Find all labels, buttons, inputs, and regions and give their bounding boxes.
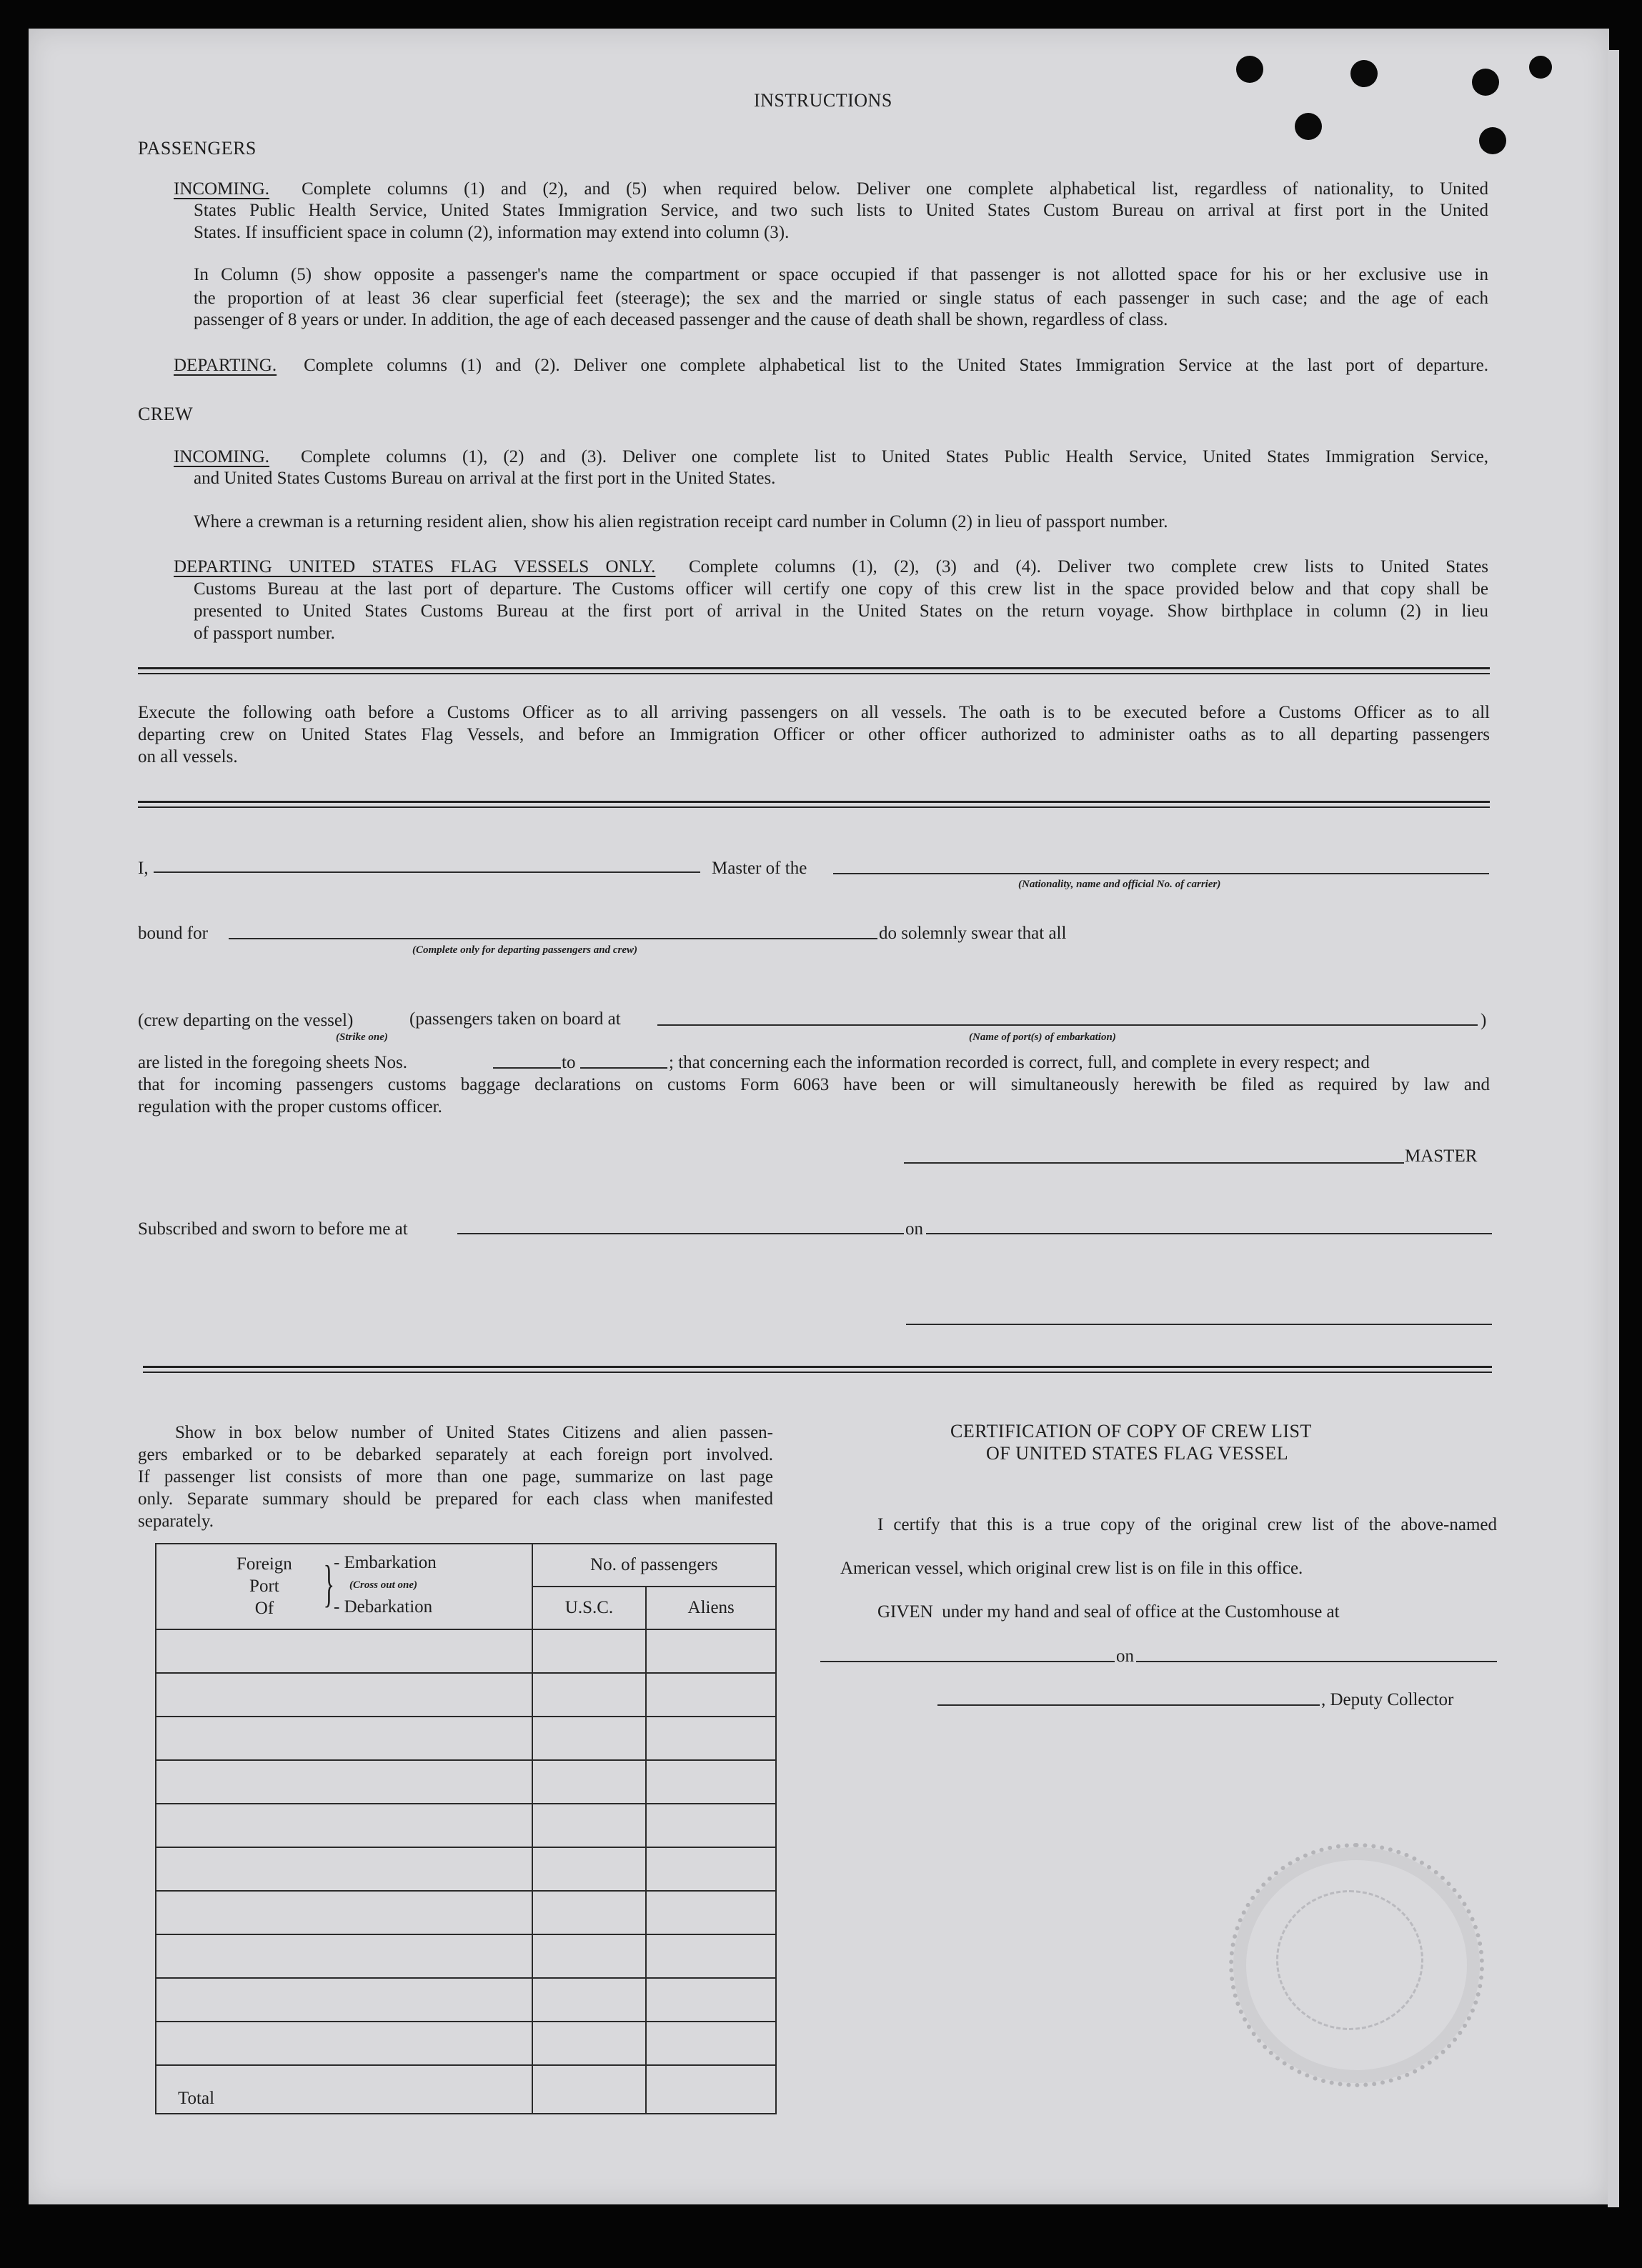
deputy-collector-label: , Deputy Collector xyxy=(1321,1690,1454,1709)
oath-intro-line1: Execute the following oath before a Customs Officer as to all arriving passengers on all vessels. The oath is to be executed before a Customs Officer as to all xyxy=(138,703,1490,722)
total-text: Total xyxy=(178,2089,215,2108)
section-divider xyxy=(138,667,1490,674)
master-of-the-label: Master of the xyxy=(712,859,807,878)
sworn-place-field[interactable] xyxy=(457,1233,904,1234)
certification-given xyxy=(877,1601,1340,1623)
usc-total-cell[interactable] xyxy=(532,2065,647,2114)
summary-intro-line2: gers embarked or to be debarked separately at each foreign port involved. xyxy=(138,1445,773,1464)
to-word: to xyxy=(562,1053,576,1072)
oath-i-label: I, xyxy=(138,859,149,878)
master-name-field[interactable] xyxy=(154,871,700,873)
punch-hole xyxy=(1529,56,1552,79)
debarkation-label: - Debarkation xyxy=(334,1597,433,1617)
punch-hole xyxy=(1472,69,1499,96)
usc-cell[interactable] xyxy=(532,1934,647,1978)
passengers-departing-label: DEPARTING. xyxy=(174,356,277,375)
crew-departing-line2: Customs Bureau at the last port of departure. The Customs officer will certify one copy of this crew list in the space provided below and that copy shall be xyxy=(194,579,1488,599)
passenger-summary-table xyxy=(155,1543,777,2114)
section-divider xyxy=(143,1366,1492,1373)
carrier-note: (Nationality, name and official No. of carrier) xyxy=(1018,879,1221,890)
no-passengers-header: No. of passengers xyxy=(532,1544,776,1587)
passengers-incoming-line2: States Public Health Service, United States Immigration Service, and two such lists to United States Custom Bureau on arrival at first port in the United xyxy=(194,201,1488,220)
usc-cell[interactable] xyxy=(532,1847,647,1891)
punch-hole xyxy=(1479,127,1506,154)
usc-cell[interactable] xyxy=(532,1978,647,2022)
port-label: Port xyxy=(249,1577,279,1596)
passengers-incoming-text: Complete columns (1) and (2), and (5) when required below. Deliver one complete alphabetical list, regardless of nationality, to United xyxy=(302,179,1489,199)
port-cell[interactable] xyxy=(156,1847,532,1891)
carrier-field[interactable] xyxy=(833,873,1489,874)
bound-for-note: (Complete only for departing passengers and crew) xyxy=(412,944,637,956)
master-signature-field[interactable] xyxy=(904,1162,1404,1164)
aliens-cell[interactable] xyxy=(646,1673,776,1717)
total-label xyxy=(156,2065,532,2114)
passengers-departing-paragraph xyxy=(174,354,1488,399)
strike-note: (Strike one) xyxy=(336,1031,388,1043)
certification-title-line2: OF UNITED STATES FLAG VESSEL xyxy=(986,1443,1289,1464)
usc-cell[interactable] xyxy=(532,1804,647,1847)
port-cell[interactable] xyxy=(156,1760,532,1804)
on-word: on xyxy=(905,1219,923,1239)
aliens-cell[interactable] xyxy=(646,1847,776,1891)
summary-intro-line5: separately. xyxy=(138,1512,214,1531)
crew-incoming-line2: and United States Customs Bureau on arrival at the first port in the United States. xyxy=(194,469,776,488)
sheet-from-field[interactable] xyxy=(493,1067,561,1069)
bound-for-label: bound for xyxy=(138,924,208,943)
port-cell[interactable] xyxy=(156,1934,532,1978)
oath-intro-line2: departing crew on United States Flag Vessels, and before an Immigration Officer or other officer authorized to administer oaths as to all departing passengers xyxy=(138,725,1490,744)
subscribed-label: Subscribed and sworn to before me at xyxy=(138,1219,408,1239)
crew-departing-option: (crew departing on the vessel) xyxy=(138,1011,354,1030)
page-title: INSTRUCTIONS xyxy=(754,90,892,111)
passengers-incoming-label: INCOMING. xyxy=(174,179,270,199)
summary-intro-line3: If passenger list consists of more than one page, summarize on last page xyxy=(138,1467,773,1487)
punch-hole xyxy=(1295,113,1322,140)
port-cell[interactable] xyxy=(156,1978,532,2022)
aliens-cell[interactable] xyxy=(646,1978,776,2022)
usc-cell[interactable] xyxy=(532,1717,647,1760)
crew-resident-alien-text: Where a crewman is a returning resident alien, show his alien registration receipt card number in Column (2) in lieu of passport number. xyxy=(194,512,1168,531)
punch-hole xyxy=(1236,56,1263,83)
sworn-date-field[interactable] xyxy=(926,1233,1492,1234)
master-label: MASTER xyxy=(1405,1147,1478,1166)
crew-departing-label: DEPARTING UNITED STATES FLAG VESSELS ONLY. xyxy=(174,557,656,576)
port-header xyxy=(156,1544,532,1629)
embossed-seal xyxy=(1229,1843,1484,2087)
usc-cell[interactable] xyxy=(532,1629,647,1673)
passengers-heading: PASSENGERS xyxy=(138,138,257,159)
certification-on-word: on xyxy=(1116,1647,1134,1666)
section-divider xyxy=(138,801,1490,808)
listed-prefix: are listed in the foregoing sheets Nos. xyxy=(138,1053,407,1072)
aliens-cell[interactable] xyxy=(646,1760,776,1804)
of-label: Of xyxy=(254,1599,274,1618)
port-cell[interactable] xyxy=(156,1717,532,1760)
punch-hole xyxy=(1350,60,1378,87)
embarkation-ports-field[interactable] xyxy=(657,1024,1478,1026)
listed-suffix: ; that concerning each the information recorded is correct, full, and complete in every respect; and xyxy=(669,1053,1370,1072)
foreign-label: Foreign xyxy=(237,1554,292,1574)
crew-incoming-label: INCOMING. xyxy=(174,447,270,466)
port-cell[interactable] xyxy=(156,2022,532,2065)
swear-text: do solemnly swear that all xyxy=(879,924,1067,943)
given-rest: under my hand and seal of office at the Customhouse at xyxy=(942,1602,1340,1622)
summary-intro-line4: only. Separate summary should be prepared for each class when manifested xyxy=(138,1489,773,1509)
brace-icon: } xyxy=(323,1555,335,1612)
crew-departing-text: Complete columns (1), (2), (3) and (4). Deliver two complete crew lists to United States xyxy=(688,557,1489,576)
oath-intro-line3: on all vessels. xyxy=(138,747,238,766)
port-cell[interactable] xyxy=(156,1891,532,1934)
customhouse-field[interactable] xyxy=(820,1661,1115,1662)
port-cell[interactable] xyxy=(156,1673,532,1717)
aliens-cell[interactable] xyxy=(646,1891,776,1934)
certification-date-field[interactable] xyxy=(1136,1661,1497,1662)
certification-line2: American vessel, which original crew list is on file in this office. xyxy=(840,1559,1303,1578)
close-paren: ) xyxy=(1481,1011,1487,1030)
passengers-incoming-line3: States. If insufficient space in column (2), information may extend into column (3). xyxy=(194,223,790,242)
aliens-header: Aliens xyxy=(646,1587,776,1629)
usc-cell[interactable] xyxy=(532,1891,647,1934)
ports-note: (Name of port(s) of embarkation) xyxy=(969,1031,1116,1043)
crew-incoming-text: Complete columns (1), (2) and (3). Deliver one complete list to United States Public Health Service, United States Immigration Service, xyxy=(301,447,1489,466)
column5-line3: passenger of 8 years or under. In addition, the age of each deceased passenger and the cause of death shall be shown, regardless of class. xyxy=(194,310,1168,329)
oath-line2: that for incoming passengers customs baggage declarations on customs Form 6063 have been or will simultaneously herewith be filed as required by law and xyxy=(138,1075,1490,1094)
usc-cell[interactable] xyxy=(532,1760,647,1804)
certification-line1: I certify that this is a true copy of the original crew list of the above-named xyxy=(877,1515,1497,1534)
usc-cell[interactable] xyxy=(532,1673,647,1717)
embarkation-label: - Embarkation xyxy=(334,1553,437,1572)
certification-title-line1: CERTIFICATION OF COPY OF CREW LIST xyxy=(950,1421,1312,1442)
sheet-to-field[interactable] xyxy=(580,1067,667,1069)
aliens-cell[interactable] xyxy=(646,1804,776,1847)
bound-for-field[interactable] xyxy=(229,938,877,939)
crew-departing-line4: of passport number. xyxy=(194,624,335,643)
officer-signature-field[interactable] xyxy=(906,1324,1492,1325)
aliens-cell[interactable] xyxy=(646,1629,776,1673)
column5-line1: In Column (5) show opposite a passenger's name the compartment or space occupied if that passenger is not allotted space for his or her exclusive use in xyxy=(194,265,1488,284)
aliens-cell[interactable] xyxy=(646,2022,776,2065)
column5-line2: the proportion of at least 36 clear superficial feet (steerage); the sex and the married or single status of each passenger in such case; and the age of each xyxy=(194,289,1488,308)
crew-heading: CREW xyxy=(138,404,194,424)
aliens-total-cell[interactable] xyxy=(646,2065,776,2114)
usc-cell[interactable] xyxy=(532,2022,647,2065)
given-word: GIVEN xyxy=(877,1602,933,1622)
oath-line3: regulation with the proper customs officer. xyxy=(138,1097,442,1116)
cross-note: (Cross out one) xyxy=(349,1579,418,1591)
aliens-cell[interactable] xyxy=(646,1717,776,1760)
port-cell[interactable] xyxy=(156,1629,532,1673)
aliens-cell[interactable] xyxy=(646,1934,776,1978)
passengers-departing-text: Complete columns (1) and (2). Deliver one complete alphabetical list to the United States Immigration Service at the last port of departure. xyxy=(304,356,1488,375)
summary-intro-line1: Show in box below number of United States Citizens and alien passen- xyxy=(175,1423,773,1442)
port-cell[interactable] xyxy=(156,1804,532,1847)
usc-header: U.S.C. xyxy=(532,1587,647,1629)
passengers-taken-option: (passengers taken on board at xyxy=(409,1009,621,1029)
deputy-signature-field[interactable] xyxy=(937,1704,1320,1706)
crew-departing-line3: presented to United States Customs Bureau at the first port of arrival in the United States on the return voyage. Show birthplace in column (2) in lieu xyxy=(194,601,1488,621)
